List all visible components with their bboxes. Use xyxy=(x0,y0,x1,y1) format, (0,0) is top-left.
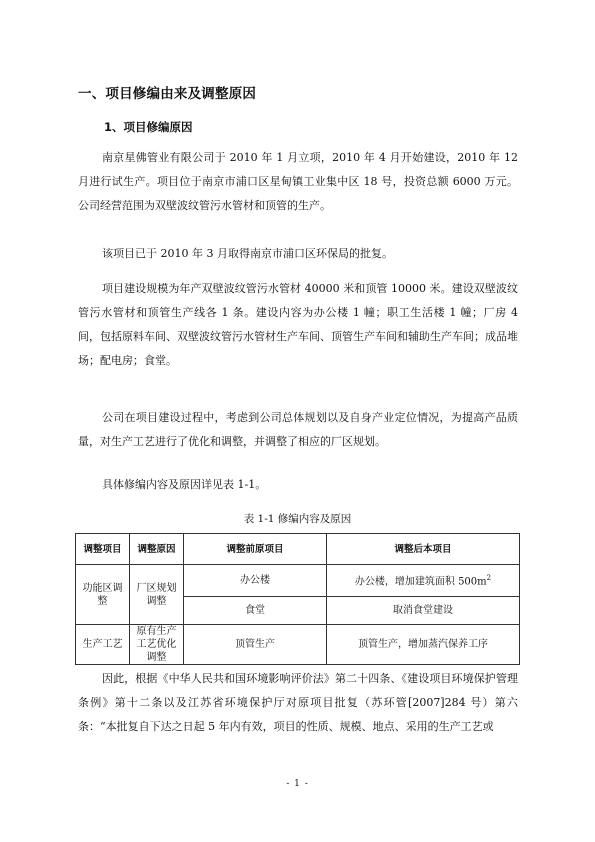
table-cell-before: 食堂 xyxy=(184,597,327,625)
table-cell-after: 取消食堂建设 xyxy=(327,597,520,625)
table-header-cell: 调整原因 xyxy=(130,534,184,565)
table-caption: 表 1-1 修编内容及原因 xyxy=(243,513,352,525)
section-heading: 一、项目修编由来及调整原因 xyxy=(78,86,257,102)
superscript: 2 xyxy=(486,574,492,583)
table-cell-after: 顶管生产，增加蒸汽保养工序 xyxy=(327,625,520,665)
table-cell-before: 顶管生产 xyxy=(184,625,327,665)
page-number: - 1 - xyxy=(286,779,309,789)
table-header-cell: 调整后本项目 xyxy=(327,534,520,565)
paragraph-legal-basis: 因此，根据《中华人民共和国环境影响评价法》第二十四条、《建设项目环境保护管理条例》第十二条以及江苏省环境保护厅对原项目批复（苏环管[2007]284 号）第六条：“本批复自下达之日起 5 年内有效，项目的性质、规模、地点、采用的生产工艺或 xyxy=(78,672,518,733)
paragraph-table-ref: 具体修编内容及原因详见表 1-1。 xyxy=(102,478,267,491)
subsection-heading: 1、项目修编原因 xyxy=(104,120,193,134)
table-header-row xyxy=(76,534,520,565)
table-cell-reason: 厂区规划调整 xyxy=(130,565,184,625)
revision-table xyxy=(75,533,520,665)
table-header-cell: 调整前原项目 xyxy=(184,534,327,565)
table-row xyxy=(76,565,520,597)
table-row xyxy=(76,625,520,665)
paragraph-intro: 南京星佛管业有限公司于 2010 年 1 月立项，2010 年 4 月开始建设，2010 年 12 月进行试生产。项目位于南京市浦口区星甸镇工业集中区 18 号，投资总额 6000 万元。公司经营范围为双壁波纹管污水管材和顶管的生产。 xyxy=(78,151,518,212)
table-cell-before: 办公楼 xyxy=(184,565,327,597)
table-header-cell: 调整项目 xyxy=(76,534,130,565)
paragraph-scale: 项目建设规模为年产双壁波纹管污水管材 40000 米和顶管 10000 米。建设双壁波纹管污水管材和顶管生产线各 1 条。建设内容为办公楼 1 幢；职工生活楼 1 幢；厂房 4 间，包括原料车间、双壁波纹管污水管材生产车间、顶管生产车间和辅助生产车间；成品堆场；配电房；食堂。 xyxy=(78,282,518,367)
table-cell-reason: 原有生产工艺优化调整 xyxy=(130,625,184,665)
table-cell-item: 生产工艺 xyxy=(76,625,130,665)
table-cell-after xyxy=(327,565,520,597)
paragraph-approval: 该项目已于 2010 年 3 月取得南京市浦口区环保局的批复。 xyxy=(102,247,393,260)
table-cell-item: 功能区调整 xyxy=(76,565,130,625)
paragraph-adjustment: 公司在项目建设过程中，考虑到公司总体规划以及自身产业定位情况，为提高产品质量，对生产工艺进行了优化和调整，并调整了相应的厂区规划。 xyxy=(78,411,518,448)
table-cell-after-text: 办公楼，增加建筑面积 500m xyxy=(354,576,487,588)
